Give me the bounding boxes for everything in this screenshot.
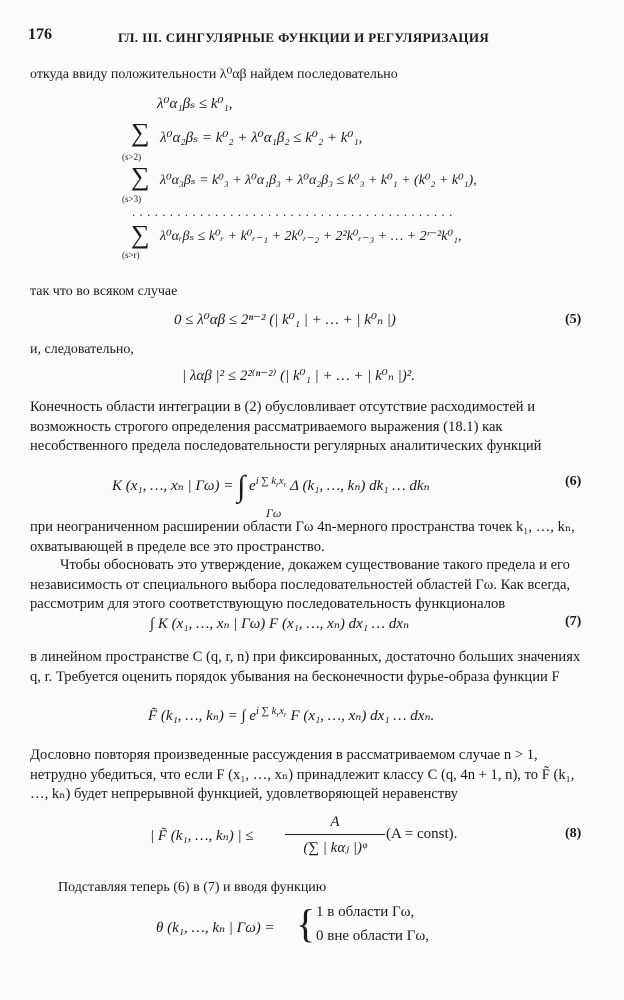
sum-symbol-r: ∑ bbox=[131, 220, 150, 249]
ineq-line-3 bbox=[160, 172, 477, 189]
fourier-rest: F (x₁, …, xₙ) dx₁ … dxₙ. bbox=[290, 708, 435, 724]
paragraph-4: в линейном пространстве C (q, r, n) при фиксированных, достаточно больших значениях q, r. Требуется оценить порядок убывания на бесконечности фурье-образа функции F bbox=[30, 649, 581, 685]
intro-line: откуда ввиду положительности λ⁰αβ найдем последовательно bbox=[30, 67, 398, 82]
equation-5-number: (5) bbox=[565, 312, 582, 327]
equation-8-note: (A = const). bbox=[386, 826, 458, 842]
paragraph-1: Конечность области интеграции в (2) обусловливает отсутствие расходимостей и возможность строгого определения рассматриваемого выражения (18.1) как несобственного предела последовательности регулярных аналитических функций bbox=[30, 399, 542, 454]
exp-e: $e^{i \sum k_rx_r}$ bbox=[249, 476, 287, 494]
equation-8-lhs: | F̃ (k₁, …, kₙ) | ≤ bbox=[150, 828, 254, 844]
sum-under-2: (s>2) bbox=[122, 152, 142, 162]
theta-case-1: 1 в области Γω, bbox=[316, 904, 415, 920]
equation-fourier bbox=[148, 706, 434, 725]
curly-brace: { bbox=[296, 901, 316, 946]
page-number: 176 bbox=[28, 26, 52, 43]
paragraph-5: Дословно повторяя произведенные рассуждения в рассматриваемом случае n > 1, нетрудно убедиться, что если F (x₁, …, xₙ) принадлежит классу C (q, 4n + 1, n), то F̃ (k₁, …, kₙ) будет непрерывной функцией, удовлетворяющей неравенству bbox=[30, 747, 575, 802]
ineq-r-rhs: ≤ k⁰ᵣ + k⁰ᵣ₋₁ + 2k⁰ᵣ₋₂ + 2²k⁰ᵣ₋₃ + … + 2ʳ⁻²k⁰₁, bbox=[197, 229, 462, 244]
fourier-exp: $e^{i \sum k_rx_r}$ bbox=[249, 706, 287, 724]
ineq-line-1 bbox=[157, 94, 233, 113]
sum-symbol-3: ∑ bbox=[131, 162, 150, 191]
paragraph-3: Чтобы обосновать это утверждение, докажем существование такого предела и его независимость от специального выбора последовательностей областей Γω. Как всегда, рассмотрим для этого соответствующую последовательность функционалов bbox=[30, 557, 571, 612]
fraction-numerator: A bbox=[330, 814, 340, 830]
fraction-denominator: (∑ | kαⱼ |)ᵠ bbox=[303, 840, 367, 856]
ineq-1-lhs: λ⁰α₁βₛ bbox=[157, 96, 196, 112]
ineq-2-lhs: λ⁰α₂βₛ bbox=[160, 130, 199, 146]
equation-6 bbox=[112, 470, 430, 504]
theta-case-2: 0 вне области Γω, bbox=[316, 928, 429, 944]
paragraph-6: Подставляя теперь (6) в (7) и вводя функцию bbox=[58, 880, 327, 895]
sum-symbol-2: ∑ bbox=[131, 118, 150, 147]
text-so: так что во всяком случае bbox=[30, 284, 178, 299]
ineq-r-lhs: λ⁰αᵣβₛ bbox=[160, 229, 195, 244]
text-hence: и, следовательно, bbox=[30, 342, 134, 357]
fourier-lhs: F̃ (k₁, …, kₙ) = ∫ bbox=[148, 708, 246, 724]
equation-8-number: (8) bbox=[565, 826, 582, 841]
integral-symbol: ∫ bbox=[237, 470, 246, 503]
ineq-3-lhs: λ⁰α₃βₛ bbox=[160, 173, 196, 188]
equation-7: ∫ K (x₁, …, xₙ | Γω) F (x₁, …, xₙ) dx₁ … dxₙ bbox=[150, 616, 410, 632]
fraction-bar bbox=[285, 834, 385, 835]
ineq-2-rhs: = k⁰₂ + λ⁰α₁β₂ ≤ k⁰₂ + k⁰₁, bbox=[201, 130, 363, 146]
theta-lhs: θ (k₁, …, kₙ | Γω) = bbox=[156, 920, 275, 936]
equation-6-lhs: K (x₁, …, xₙ | Γω) = bbox=[112, 478, 234, 494]
ineq-1-rhs: ≤ k⁰₁, bbox=[198, 96, 233, 112]
running-title: ГЛ. III. СИНГУЛЯРНЫЕ ФУНКЦИИ И РЕГУЛЯРИЗАЦИЯ bbox=[118, 30, 490, 45]
equation-6-number: (6) bbox=[565, 474, 582, 489]
equation-abs: | λαβ |² ≤ 2²⁽ⁿ⁻²⁾ (| k⁰₁ | + … + | k⁰ₙ |)². bbox=[182, 368, 416, 384]
ineq-line-r bbox=[160, 228, 461, 245]
equation-5: 0 ≤ λ⁰αβ ≤ 2ⁿ⁻² (| k⁰₁ | + … + | k⁰ₙ |) bbox=[174, 312, 396, 328]
ineq-3-rhs: = k⁰₃ + λ⁰α₁β₃ + λ⁰α₂β₃ ≤ k⁰₃ + k⁰₁ + (k⁰₂ + k⁰₁), bbox=[199, 173, 477, 188]
integration-domain: Γω bbox=[266, 506, 282, 520]
ineq-line-2 bbox=[160, 128, 362, 147]
paragraph-2: при неограниченном расширении области Γω 4n-мерного пространства точек k₁, …, kₙ, охватывающей в пределе все это пространство. bbox=[30, 519, 575, 555]
sum-under-3: (s>3) bbox=[122, 194, 142, 204]
equation-6-integrand: Δ (k₁, …, kₙ) dk₁ … dkₙ bbox=[290, 478, 430, 494]
dots-separator: ........................................... bbox=[132, 204, 457, 219]
equation-7-number: (7) bbox=[565, 614, 582, 629]
sum-under-r: (s>r) bbox=[122, 250, 140, 260]
